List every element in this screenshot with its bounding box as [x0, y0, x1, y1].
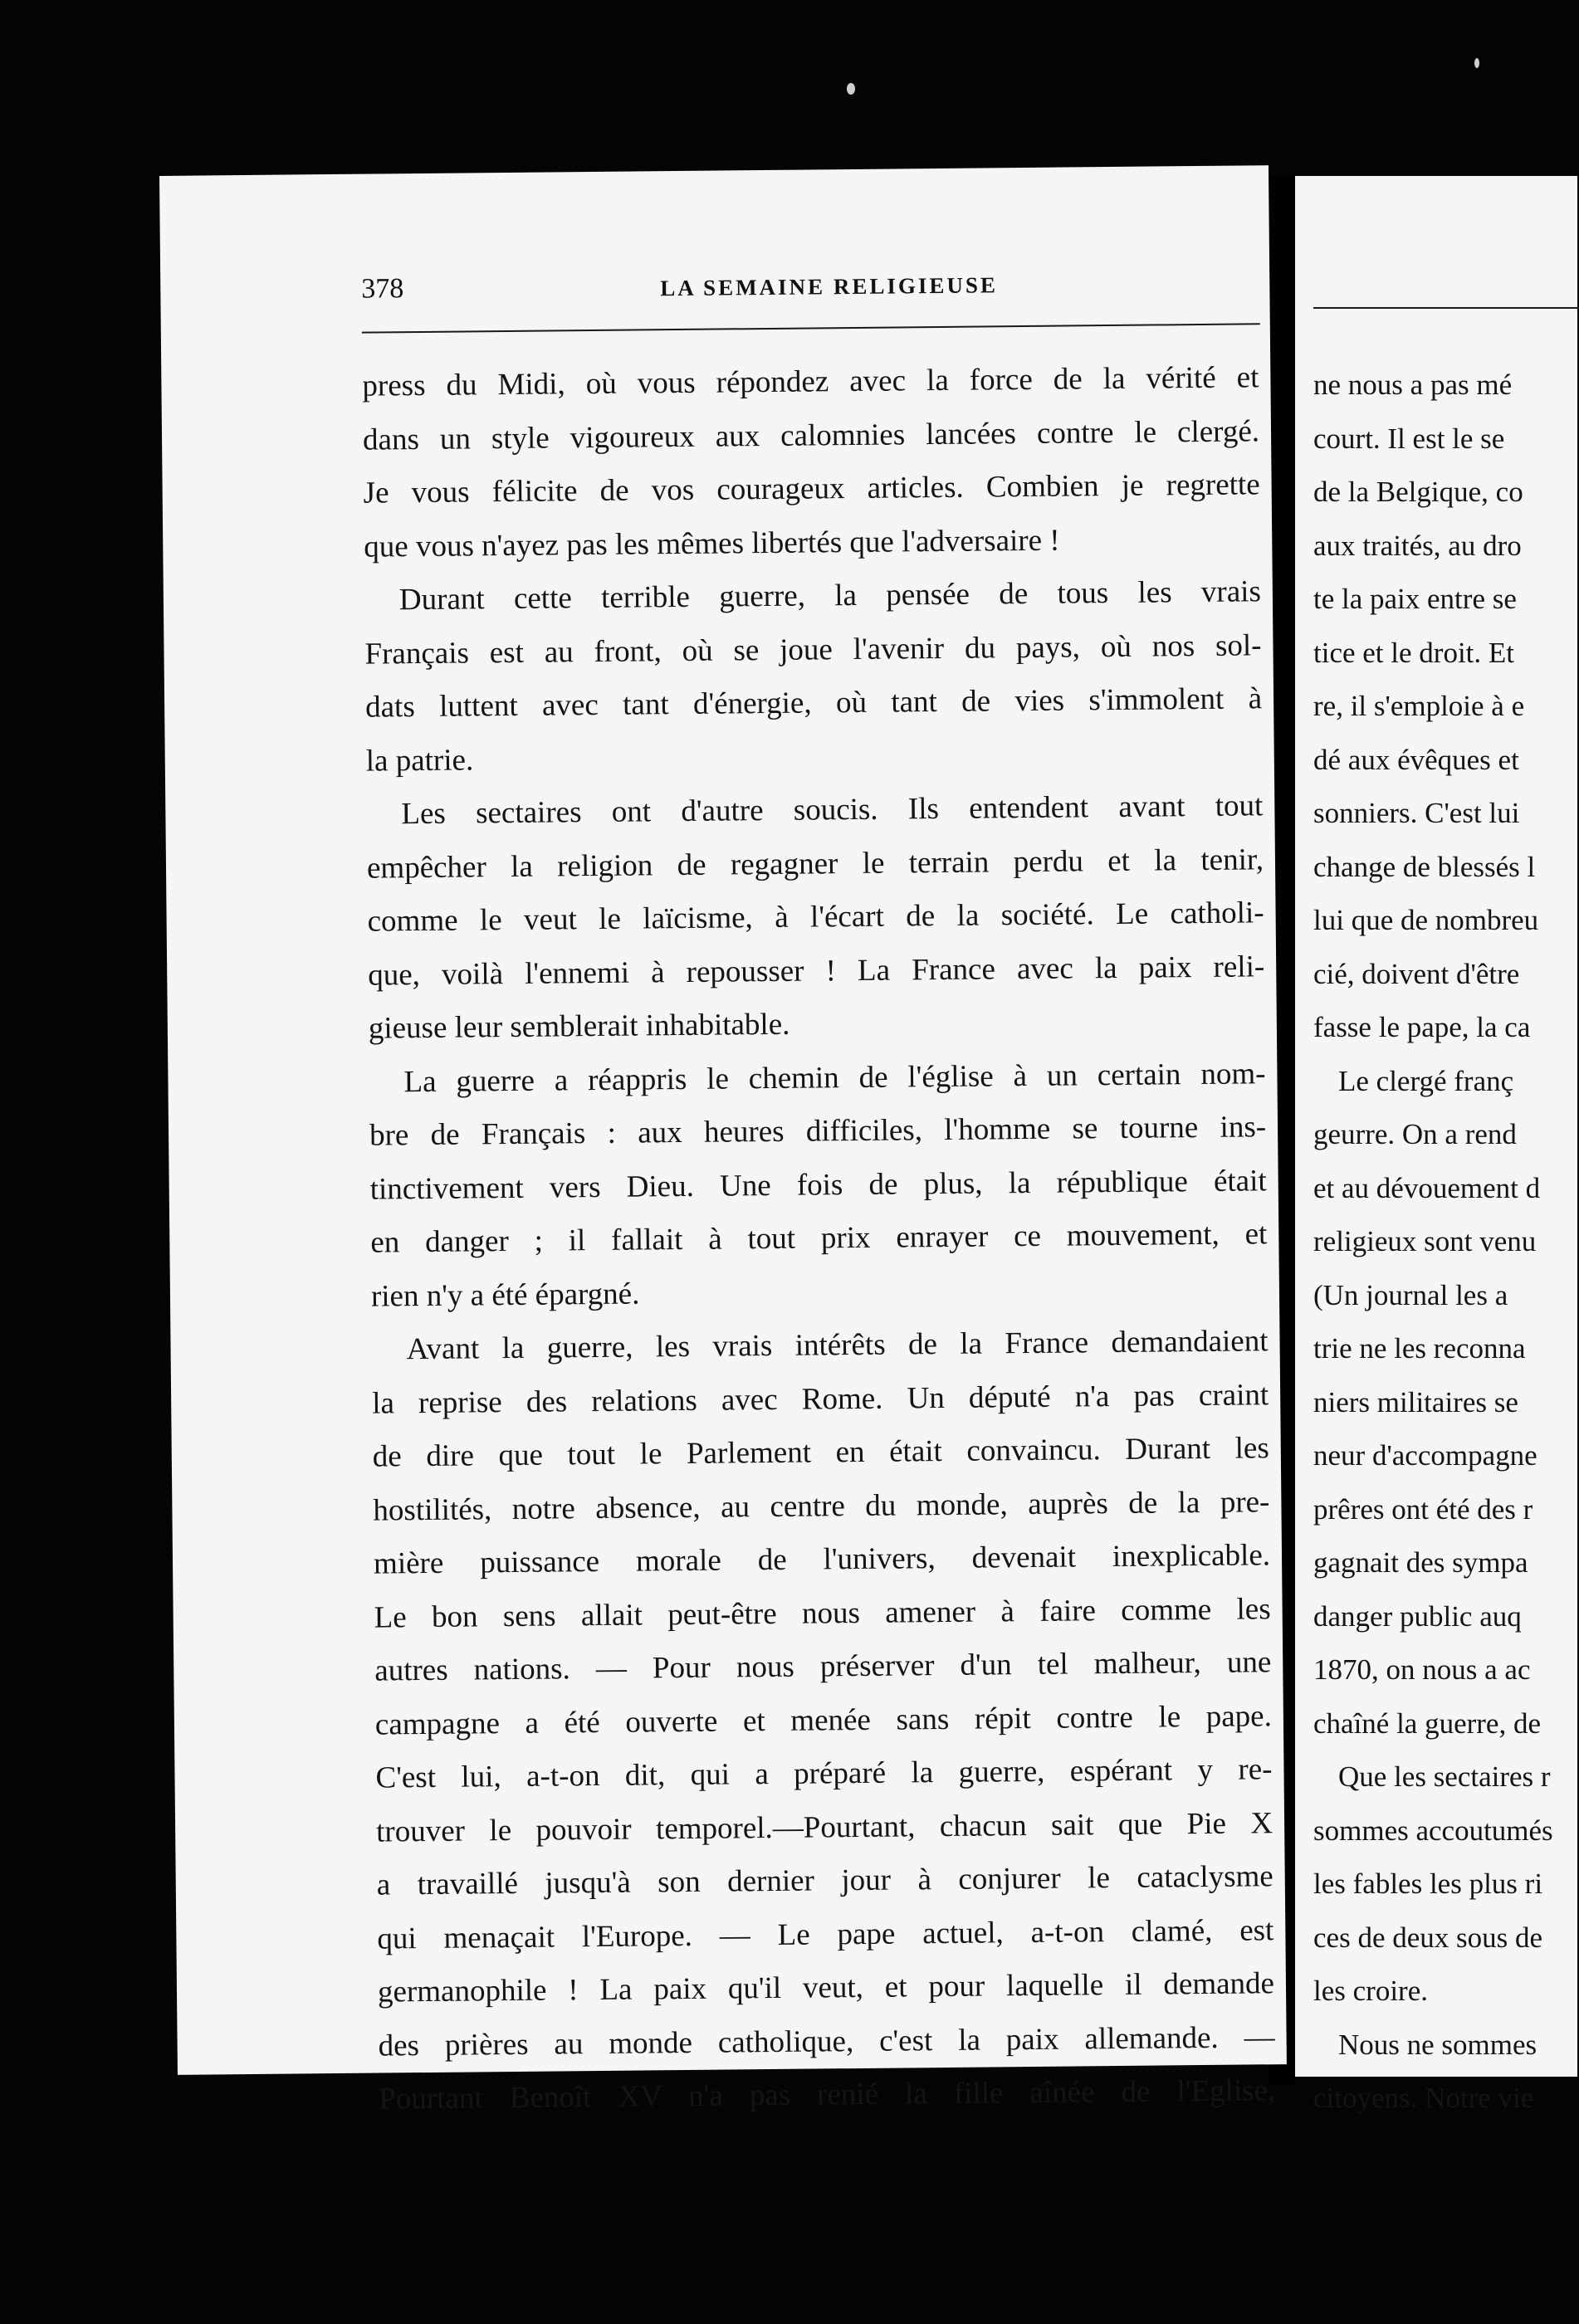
text-line: niers militaires se	[1313, 1385, 1518, 1418]
scan-speck	[1474, 58, 1479, 68]
text-line: empêcher la religion de regagner le terrain perdu et la tenir,	[366, 842, 1264, 886]
text-line: lui que de nombreu	[1313, 904, 1539, 936]
text-line: Le clergé franç	[1338, 1064, 1514, 1097]
text-line: La guerre a réappris le chemin de l'église à un certain nom-	[403, 1056, 1266, 1099]
text-line: Avant la guerre, les vrais intérêts de la France demandaient	[406, 1324, 1269, 1367]
text-line: tinctivement vers Dieu. Une fois de plus, la république était	[369, 1163, 1267, 1207]
text-line: les croire.	[1313, 1975, 1428, 2007]
text-line: aux traités, au dro	[1313, 529, 1522, 562]
text-line: dats luttent avec tant d'énergie, où tant de vies s'immolent à	[364, 681, 1263, 725]
text-line: change de blessés l	[1313, 850, 1536, 883]
page-header	[361, 264, 1407, 315]
text-line: la patrie.	[365, 742, 474, 779]
text-line: campagne a été ouverte et menée sans répit contre le pape.	[374, 1698, 1273, 1742]
text-line: a travaillé jusqu'à son dernier jour à conjurer le cataclysme	[376, 1859, 1273, 1902]
text-line: Nous ne sommes	[1338, 2028, 1537, 2061]
body-text	[1313, 359, 1579, 2126]
text-line: fasse le pape, la ca	[1313, 1011, 1531, 1043]
left-page	[159, 165, 1287, 2116]
text-line: tice et le droit. Et	[1313, 636, 1514, 669]
text-line: des prières au monde catholique, c'est la paix allemande. —	[378, 2019, 1275, 2063]
text-line: de dire que tout le Parlement en était convaincu. Durant les	[372, 1431, 1269, 1474]
text-line: te la paix entre se	[1313, 583, 1517, 615]
text-line: prêres ont été des r	[1313, 1492, 1533, 1526]
text-line: mière puissance morale de l'univers, devenait inexplicable.	[373, 1538, 1271, 1581]
text-line: bre de Français : aux heures difficiles, l'homme se tourne ins-	[369, 1110, 1267, 1153]
running-title: LA SEMAINE RELIGIEUSE	[660, 272, 999, 301]
scan-speck	[847, 83, 855, 95]
text-line: dans un style vigoureux aux calomnies lancées contre le clergé.	[362, 413, 1260, 457]
header-rule	[362, 323, 1260, 333]
text-line: que vous n'ayez pas les mêmes libertés que l'adversaire !	[364, 523, 1060, 564]
text-line: dé aux évêques et	[1313, 743, 1519, 776]
text-line: qui menaçait l'Europe. — Le pape actuel, a-t-on clamé, est	[377, 1912, 1274, 1956]
text-line: geurre. On a rend	[1313, 1118, 1517, 1150]
text-line: Je vous félicite de vos courageux articles. Combien je regrette	[363, 467, 1260, 510]
right-page	[1295, 176, 1577, 2114]
text-line: les fables les plus ri	[1313, 1868, 1543, 1900]
text-line: gieuse leur semblerait inhabitable.	[368, 1007, 790, 1046]
text-line: gagnait des sympa	[1313, 1546, 1528, 1579]
text-line: chaîné la guerre, de	[1313, 1706, 1542, 1740]
text-line: sommes accoutumés	[1313, 1814, 1553, 1847]
text-line: en danger ; il fallait à tout prix enrayer ce mouvement, et	[370, 1217, 1268, 1260]
text-line: Pourtant Benoît XV n'a pas renié la fille aînée de l'Eglise,	[379, 2073, 1276, 2116]
text-line: 1870, on nous a ac	[1313, 1653, 1531, 1686]
text-line: germanophile ! La paix qu'il veut, et pour laquelle il demande	[377, 1966, 1275, 2009]
text-line: trouver le pouvoir temporel.—Pourtant, chacun sait que Pie X	[375, 1805, 1273, 1849]
text-line: press du Midi, où vous répondez avec la force de la vérité et	[362, 360, 1259, 403]
text-line: de la Belgique, co	[1313, 476, 1523, 508]
text-line: que, voilà l'ennemi à repousser ! La France avec la paix reli-	[368, 949, 1265, 993]
text-line: (Un journal les a	[1313, 1278, 1508, 1311]
text-line: danger public auq	[1313, 1599, 1522, 1633]
text-line: Français est au front, où se joue l'avenir du pays, où nos sol-	[364, 627, 1262, 671]
text-line: neur d'accompagne	[1313, 1439, 1537, 1472]
text-line: citoyens. Notre vie	[1313, 2082, 1534, 2114]
text-line: cié, doivent d'être	[1313, 957, 1520, 990]
text-line: religieux sont venu	[1313, 1225, 1537, 1257]
text-line: Durant cette terrible guerre, la pensée de tous les vrais	[398, 574, 1262, 618]
text-line: trie ne les reconna	[1313, 1332, 1526, 1365]
text-line: autres nations. — Pour nous préserver d'un tel malheur, une	[374, 1645, 1272, 1688]
text-line: hostilités, notre absence, au centre du monde, auprès de la pre-	[373, 1484, 1270, 1528]
text-line: C'est lui, a-t-on dit, qui a préparé la guerre, espérant y re-	[375, 1752, 1273, 1795]
text-line: Le bon sens allait peut-être nous amener à faire comme les	[374, 1591, 1271, 1635]
text-line: rien n'y a été épargné.	[370, 1277, 640, 1314]
text-line: Les sectaires ont d'autre soucis. Ils entendent avant tout	[401, 788, 1264, 832]
text-line: et au dévouement d	[1313, 1171, 1541, 1204]
text-line: comme le veut le laïcisme, à l'écart de la société. Le catholi-	[367, 896, 1264, 939]
text-line: ces de deux sous de	[1313, 1921, 1543, 1954]
page-number: 378	[361, 273, 404, 305]
text-line: Que les sectaires r	[1338, 1760, 1551, 1793]
header-rule	[1313, 307, 1579, 309]
text-line: re, il s'emploie à e	[1313, 690, 1525, 722]
text-line: sonniers. C'est lui	[1313, 797, 1520, 829]
body-text	[362, 351, 1275, 2126]
text-line: court. Il est le se	[1313, 422, 1505, 455]
text-line: ne nous a pas mé	[1313, 369, 1513, 401]
text-line: la reprise des relations avec Rome. Un député n'a pas craint	[372, 1377, 1269, 1421]
